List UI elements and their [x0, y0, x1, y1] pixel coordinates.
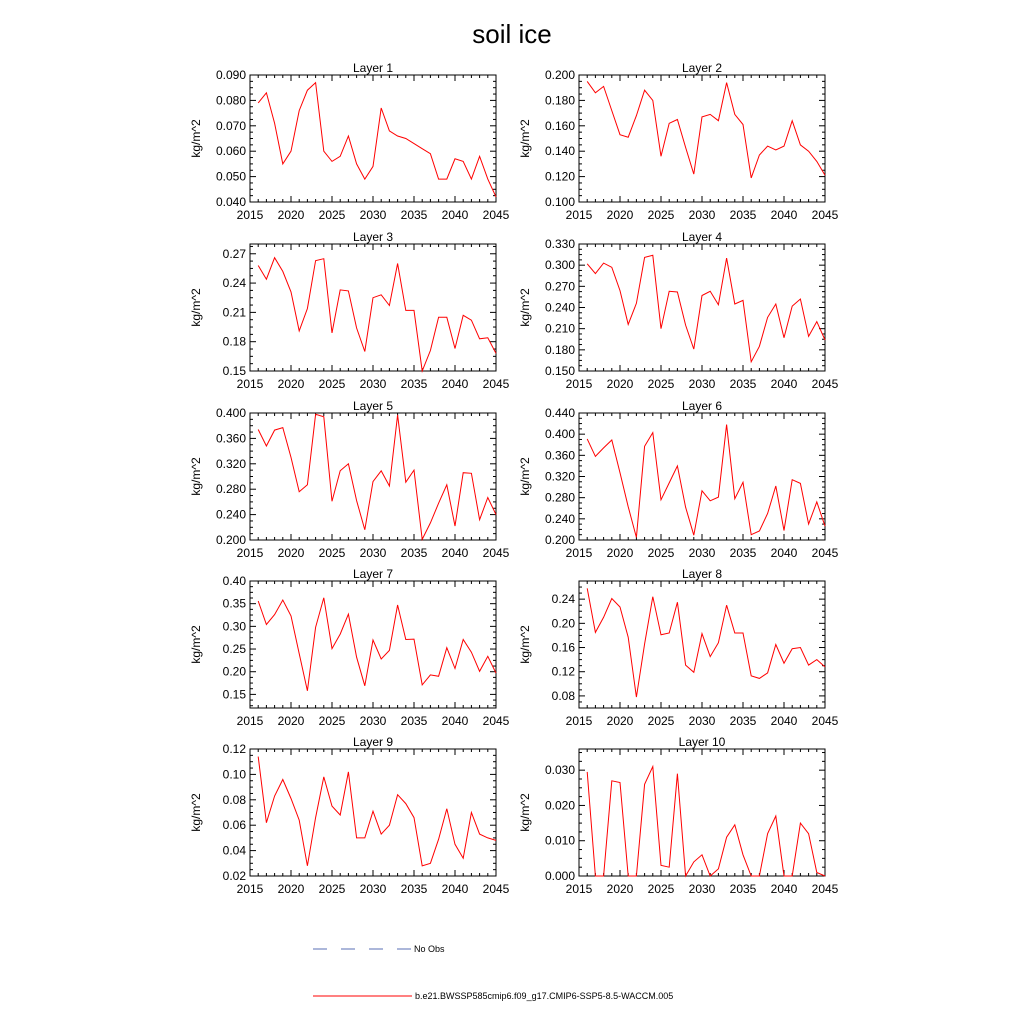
- y-tick-label: 0.15: [222, 364, 246, 378]
- x-tick-label: 2025: [647, 714, 675, 728]
- y-tick-label: 0.360: [544, 448, 575, 463]
- x-tick-label: 2045: [482, 714, 510, 728]
- y-tick-label: 0.27: [222, 246, 246, 261]
- x-tick-label: 2040: [441, 546, 469, 560]
- x-tick-label: 2015: [236, 882, 264, 896]
- panel-layer-8: [518, 567, 839, 728]
- x-tick-label: 2030: [688, 882, 716, 896]
- x-tick-label: 2030: [359, 377, 387, 391]
- y-axis-label: kg/m^2: [189, 625, 203, 664]
- x-tick-label: 2030: [688, 208, 716, 222]
- panel-title: Layer 4: [681, 230, 723, 244]
- panel-layer-3: [189, 230, 510, 391]
- y-tick-label: 0.020: [544, 798, 575, 813]
- x-tick-label: 2045: [811, 714, 839, 728]
- y-tick-label: 0.24: [222, 276, 246, 291]
- y-tick-label: 0.20: [222, 664, 246, 679]
- x-tick-label: 2040: [770, 377, 798, 391]
- y-tick-label: 0.04: [222, 843, 246, 858]
- x-tick-label: 2030: [688, 377, 716, 391]
- y-tick-label: 0.24: [551, 592, 575, 607]
- y-tick-label: 0.360: [215, 431, 246, 446]
- x-tick-label: 2015: [565, 546, 593, 560]
- y-tick-label: 0.30: [222, 619, 246, 634]
- series-line: [587, 81, 825, 177]
- x-tick-label: 2040: [770, 208, 798, 222]
- x-tick-label: 2015: [565, 377, 593, 391]
- x-tick-label: 2040: [441, 714, 469, 728]
- panel-layer-6: [518, 399, 839, 560]
- plot-frame: [579, 244, 825, 371]
- x-tick-label: 2025: [647, 882, 675, 896]
- plot-frame: [579, 749, 825, 876]
- y-tick-label: 0.300: [544, 258, 575, 273]
- x-tick-label: 2020: [606, 714, 634, 728]
- legend: [313, 944, 673, 1001]
- y-tick-label: 0.40: [222, 574, 246, 588]
- y-tick-label: 0.000: [544, 869, 575, 883]
- y-tick-label: 0.200: [544, 533, 575, 547]
- x-tick-label: 2015: [236, 377, 264, 391]
- y-tick-label: 0.35: [222, 596, 246, 611]
- x-tick-label: 2030: [359, 546, 387, 560]
- x-tick-label: 2040: [770, 714, 798, 728]
- panel-layer-2: [518, 61, 839, 222]
- panels: [189, 61, 839, 896]
- x-tick-label: 2025: [318, 208, 346, 222]
- x-tick-label: 2045: [482, 882, 510, 896]
- x-tick-label: 2040: [441, 377, 469, 391]
- panel-layer-5: [189, 399, 510, 560]
- y-tick-label: 0.400: [215, 406, 246, 420]
- panel-title: Layer 7: [352, 567, 394, 581]
- series-line: [587, 588, 825, 697]
- x-tick-label: 2020: [606, 882, 634, 896]
- x-tick-label: 2020: [277, 882, 305, 896]
- x-tick-label: 2020: [277, 208, 305, 222]
- y-tick-label: 0.25: [222, 642, 246, 657]
- x-tick-label: 2035: [400, 377, 428, 391]
- panel-layer-4: [518, 230, 839, 391]
- y-tick-label: 0.180: [544, 93, 575, 108]
- x-tick-label: 2030: [688, 714, 716, 728]
- x-tick-label: 2035: [400, 208, 428, 222]
- series-line: [587, 255, 825, 361]
- x-tick-label: 2020: [606, 546, 634, 560]
- y-axis-label: kg/m^2: [189, 288, 203, 327]
- y-tick-label: 0.400: [544, 427, 575, 442]
- x-tick-label: 2035: [729, 546, 757, 560]
- y-tick-label: 0.320: [215, 456, 246, 471]
- x-tick-label: 2045: [482, 208, 510, 222]
- y-axis-label: kg/m^2: [189, 457, 203, 496]
- series-line: [258, 598, 496, 691]
- x-tick-label: 2045: [482, 546, 510, 560]
- panel-title: Layer 1: [352, 61, 394, 75]
- plot-frame: [250, 244, 496, 371]
- x-tick-label: 2045: [811, 546, 839, 560]
- y-tick-label: 0.180: [544, 342, 575, 357]
- x-tick-label: 2025: [647, 208, 675, 222]
- legend-model-label: b.e21.BWSSP585cmip6.f09_g17.CMIP6-SSP5-8.5-WACCM.005: [415, 991, 674, 1001]
- panel-title: Layer 9: [352, 735, 394, 749]
- y-tick-label: 0.120: [544, 169, 575, 184]
- x-tick-label: 2020: [606, 377, 634, 391]
- legend-obs-label: No Obs: [414, 944, 445, 954]
- y-tick-label: 0.200: [544, 68, 575, 82]
- y-tick-label: 0.090: [215, 68, 246, 82]
- plot-frame: [250, 581, 496, 708]
- y-tick-label: 0.440: [544, 406, 575, 420]
- y-tick-label: 0.21: [222, 305, 246, 320]
- x-tick-label: 2040: [441, 208, 469, 222]
- plot-frame: [250, 75, 496, 202]
- y-axis-label: kg/m^2: [189, 793, 203, 832]
- x-tick-label: 2045: [811, 208, 839, 222]
- y-axis-label: kg/m^2: [518, 457, 532, 496]
- y-axis-label: kg/m^2: [518, 288, 532, 327]
- x-tick-label: 2015: [236, 714, 264, 728]
- y-tick-label: 0.320: [544, 469, 575, 484]
- series-line: [587, 425, 825, 538]
- plot-frame: [579, 413, 825, 540]
- y-tick-label: 0.070: [215, 118, 246, 133]
- x-tick-label: 2035: [729, 208, 757, 222]
- y-tick-label: 0.050: [215, 169, 246, 184]
- x-tick-label: 2035: [729, 377, 757, 391]
- y-tick-label: 0.160: [544, 118, 575, 133]
- y-tick-label: 0.240: [215, 507, 246, 522]
- panel-title: Layer 10: [678, 735, 726, 749]
- y-tick-label: 0.030: [544, 763, 575, 778]
- y-tick-label: 0.150: [544, 364, 575, 378]
- figure-title: soil ice: [472, 19, 552, 49]
- y-axis-label: kg/m^2: [518, 119, 532, 158]
- y-tick-label: 0.100: [544, 195, 575, 209]
- panel-layer-9: [189, 735, 510, 896]
- x-tick-label: 2025: [318, 882, 346, 896]
- y-tick-label: 0.280: [215, 482, 246, 497]
- y-tick-label: 0.140: [544, 144, 575, 159]
- y-tick-label: 0.270: [544, 279, 575, 294]
- series-line: [258, 83, 496, 197]
- x-tick-label: 2040: [441, 882, 469, 896]
- plot-frame: [250, 413, 496, 540]
- x-tick-label: 2025: [318, 377, 346, 391]
- y-tick-label: 0.02: [222, 869, 246, 883]
- y-tick-label: 0.210: [544, 321, 575, 336]
- x-tick-label: 2030: [688, 546, 716, 560]
- y-tick-label: 0.12: [222, 742, 246, 756]
- panel-title: Layer 8: [681, 567, 723, 581]
- panel-title: Layer 5: [352, 399, 394, 413]
- panel-layer-7: [189, 567, 510, 728]
- panel-title: Layer 6: [681, 399, 723, 413]
- y-tick-label: 0.240: [544, 300, 575, 315]
- x-tick-label: 2015: [236, 546, 264, 560]
- x-tick-label: 2020: [277, 546, 305, 560]
- y-tick-label: 0.10: [222, 767, 246, 782]
- panel-layer-1: [189, 61, 510, 222]
- x-tick-label: 2025: [647, 546, 675, 560]
- x-tick-label: 2025: [318, 714, 346, 728]
- x-tick-label: 2020: [277, 377, 305, 391]
- x-tick-label: 2035: [729, 882, 757, 896]
- x-tick-label: 2045: [811, 882, 839, 896]
- series-line: [258, 757, 496, 866]
- y-tick-label: 0.040: [215, 195, 246, 209]
- x-tick-label: 2040: [770, 882, 798, 896]
- x-tick-label: 2015: [565, 882, 593, 896]
- y-axis-label: kg/m^2: [518, 625, 532, 664]
- y-axis-label: kg/m^2: [189, 119, 203, 158]
- y-tick-label: 0.16: [551, 640, 575, 655]
- x-tick-label: 2020: [277, 714, 305, 728]
- series-line: [258, 258, 496, 371]
- y-axis-label: kg/m^2: [518, 793, 532, 832]
- y-tick-label: 0.080: [215, 93, 246, 108]
- x-tick-label: 2030: [359, 882, 387, 896]
- x-tick-label: 2035: [729, 714, 757, 728]
- x-tick-label: 2035: [400, 714, 428, 728]
- series-line: [587, 767, 825, 876]
- y-tick-label: 0.060: [215, 144, 246, 159]
- panel-layer-10: [518, 735, 839, 896]
- y-tick-label: 0.240: [544, 511, 575, 526]
- y-tick-label: 0.12: [551, 664, 575, 679]
- y-tick-label: 0.200: [215, 533, 246, 547]
- x-tick-label: 2015: [236, 208, 264, 222]
- y-tick-label: 0.08: [551, 688, 575, 703]
- x-tick-label: 2045: [811, 377, 839, 391]
- y-tick-label: 0.010: [544, 833, 575, 848]
- y-tick-label: 0.18: [222, 334, 246, 349]
- panel-title: Layer 3: [352, 230, 394, 244]
- y-tick-label: 0.330: [544, 237, 575, 251]
- x-tick-label: 2025: [647, 377, 675, 391]
- x-tick-label: 2040: [770, 546, 798, 560]
- y-tick-label: 0.15: [222, 687, 246, 702]
- x-tick-label: 2030: [359, 208, 387, 222]
- x-tick-label: 2025: [318, 546, 346, 560]
- x-tick-label: 2035: [400, 546, 428, 560]
- x-tick-label: 2045: [482, 377, 510, 391]
- panel-title: Layer 2: [681, 61, 723, 75]
- plot-frame: [579, 75, 825, 202]
- x-tick-label: 2035: [400, 882, 428, 896]
- x-tick-label: 2015: [565, 714, 593, 728]
- y-tick-label: 0.280: [544, 490, 575, 505]
- y-tick-label: 0.06: [222, 818, 246, 833]
- x-tick-label: 2030: [359, 714, 387, 728]
- x-tick-label: 2015: [565, 208, 593, 222]
- series-line: [258, 414, 496, 539]
- plot-frame: [579, 581, 825, 708]
- y-tick-label: 0.08: [222, 792, 246, 807]
- x-tick-label: 2020: [606, 208, 634, 222]
- y-tick-label: 0.20: [551, 616, 575, 631]
